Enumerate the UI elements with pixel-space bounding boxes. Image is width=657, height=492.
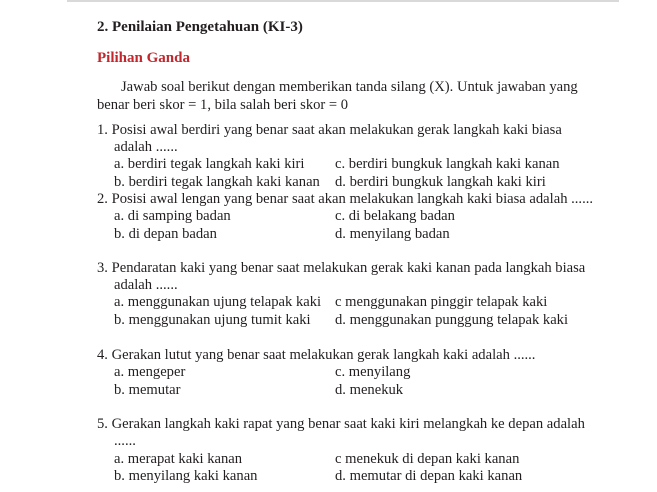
question-4-stem: 4. Gerakan lutut yang benar saat melakukan gerak langkah kaki adalah ...... bbox=[97, 347, 536, 363]
question-1-option-c: c. berdiri bungkuk langkah kaki kanan bbox=[335, 156, 560, 172]
question-1-option-d: d. berdiri bungkuk langkah kaki kiri bbox=[335, 174, 546, 190]
question-5-stem: 5. Gerakan langkah kaki rapat yang benar saat kaki kiri melangkah ke depan adalah bbox=[97, 416, 585, 432]
question-3-option-c: c menggunakan pinggir telapak kaki bbox=[335, 294, 548, 310]
question-4-option-b: b. memutar bbox=[114, 382, 181, 398]
question-5-option-c: c menekuk di depan kaki kanan bbox=[335, 451, 520, 467]
top-rule bbox=[67, 0, 619, 2]
question-5-option-b: b. menyilang kaki kanan bbox=[114, 468, 258, 484]
question-4-option-a: a. mengeper bbox=[114, 364, 186, 380]
question-2-option-a: a. di samping badan bbox=[114, 208, 231, 224]
question-3-option-b: b. menggunakan ujung tumit kaki bbox=[114, 312, 311, 328]
question-2-option-d: d. menyilang badan bbox=[335, 226, 450, 242]
question-1-stem: 1. Posisi awal berdiri yang benar saat akan melakukan gerak langkah kaki biasa bbox=[97, 122, 562, 138]
question-2-option-b: b. di depan badan bbox=[114, 226, 217, 242]
instruction-line-2: benar beri skor = 1, bila salah beri skor = 0 bbox=[97, 97, 349, 113]
question-5-continuation: ...... bbox=[114, 433, 136, 449]
question-4-option-d: d. menekuk bbox=[335, 382, 404, 398]
section-title: 2. Penilaian Pengetahuan (KI-3) bbox=[97, 19, 303, 35]
question-1-option-b: b. berdiri tegak langkah kaki kanan bbox=[114, 174, 320, 190]
subsection-title: Pilihan Ganda bbox=[97, 50, 190, 66]
question-3-stem: 3. Pendaratan kaki yang benar saat melakukan gerak kaki kanan pada langkah biasa bbox=[97, 260, 586, 276]
question-1-continuation: adalah ...... bbox=[114, 139, 178, 155]
question-5-option-d: d. memutar di depan kaki kanan bbox=[335, 468, 523, 484]
question-1-option-a: a. berdiri tegak langkah kaki kiri bbox=[114, 156, 305, 172]
question-3-continuation: adalah ...... bbox=[114, 277, 178, 293]
question-4-option-c: c. menyilang bbox=[335, 364, 411, 380]
question-2-option-c: c. di belakang badan bbox=[335, 208, 455, 224]
question-3-option-d: d. menggunakan punggung telapak kaki bbox=[335, 312, 569, 328]
question-5-option-a: a. merapat kaki kanan bbox=[114, 451, 243, 467]
question-2-stem: 2. Posisi awal lengan yang benar saat akan melakukan langkah kaki biasa adalah ...... bbox=[97, 191, 594, 207]
question-3-option-a: a. menggunakan ujung telapak kaki bbox=[114, 294, 322, 310]
instruction-line-1: Jawab soal berikut dengan memberikan tanda silang (X). Untuk jawaban yang bbox=[121, 79, 578, 95]
